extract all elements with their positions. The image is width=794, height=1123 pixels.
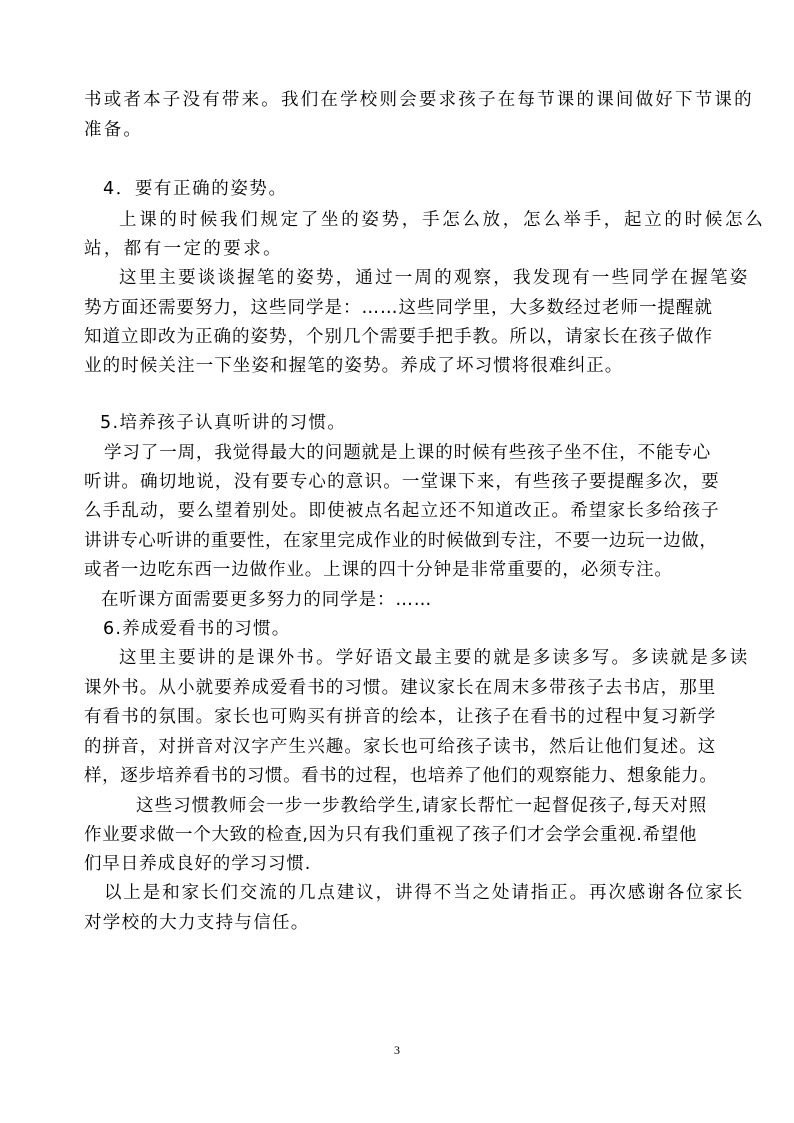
section-heading: 6.养成爱看书的习惯。 [103, 619, 291, 639]
text-line: 在听课方面需要更多努力的同学是：…… [101, 590, 433, 610]
text-line: 准备。 [84, 120, 144, 140]
text-line: 课外书。从小就要养成爱看书的习惯。建议家长在周末多带孩子去书店，那里 [84, 678, 717, 698]
text-line: 知道立即改为正确的姿势，个别几个需要手把手教。所以，请家长在孩子做作 [84, 327, 713, 347]
section-heading: 4．要有正确的姿势。 [103, 179, 288, 199]
text-line: 对学校的大力支持与信任。 [84, 913, 310, 933]
text-line: 上课的时候我们规定了坐的姿势，手怎么放，怎么举手，起立的时候怎么 [119, 210, 766, 230]
text-line: 业的时候关注一下坐姿和握笔的姿势。养成了坏习惯将很难纠正。 [84, 356, 624, 376]
text-line: 的拼音，对拼音对汉字产生兴趣。家长也可给孩子读书，然后让他们复述。这 [84, 737, 717, 757]
text-line: 这些习惯教师会一步一步教给学生,请家长帮忙一起督促孩子,每天对照 [136, 796, 708, 816]
text-line: 这里主要谈谈握笔的姿势，通过一周的观察，我发现有一些同学在握笔姿 [119, 268, 750, 288]
text-line: 站，都有一定的要求。 [84, 239, 283, 259]
section-heading: 5.培养孩子认真听讲的习惯。 [100, 413, 347, 433]
text-line: 势方面还需要努力，这些同学是：……这些同学里，大多数经过老师一提醒就 [84, 298, 713, 318]
text-line: 有看书的氛围。家长也可购买有拼音的绘本，让孩子在看书的过程中复习新学 [84, 707, 717, 727]
text-line: 以上是和家长们交流的几点建议，讲得不当之处请指正。再次感谢各位家长 [104, 883, 745, 903]
text-line: 么手乱动，要么望着别处。即使被点名起立还不知道改正。希望家长多给孩子 [84, 501, 720, 521]
text-line: 作业要求做一个大致的检查,因为只有我们重视了孩子们才会学会重视.希望他 [84, 825, 698, 845]
text-line: 样，逐步培养看书的习惯。看书的过程，也培养了他们的观察能力、想象能力。 [84, 766, 718, 786]
text-line: 听讲。确切地说，没有要专心的意识。一堂课下来，有些孩子要提醒多次，要 [84, 472, 720, 492]
text-line: 或者一边吃东西一边做作业。上课的四十分钟是非常重要的，必须专注。 [84, 560, 673, 580]
text-line: 们早日养成良好的学习习惯. [84, 854, 312, 874]
page-number: 3 [394, 1043, 400, 1057]
text-line: 讲讲专心听讲的重要性，在家里完成作业的时候做到专注，不要一边玩一边做， [84, 531, 718, 551]
text-line: 这里主要讲的是课外书。学好语文最主要的就是多读多写。多读就是多读 [119, 648, 750, 668]
text-line: 学习了一周，我觉得最大的问题就是上课的时候有些孩子坐不住，不能专心 [104, 443, 712, 463]
text-line: 书或者本子没有带来。我们在学校则会要求孩子在每节课的课间做好下节课的 [84, 90, 754, 110]
